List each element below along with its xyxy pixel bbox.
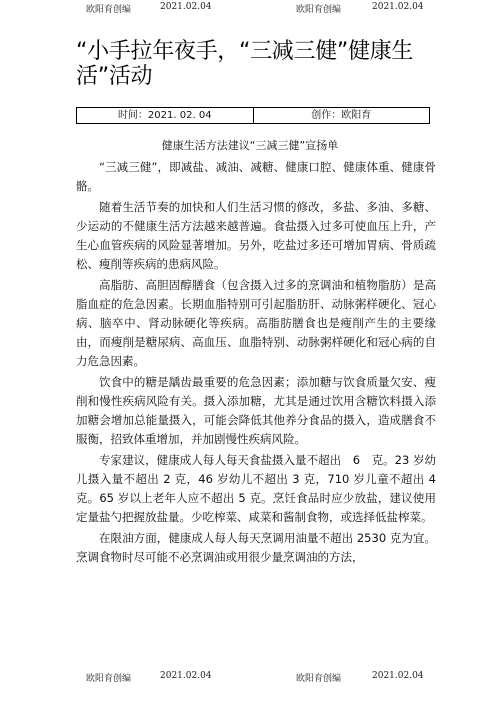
paragraph: 随着生活节奏的加快和人们生活习惯的修改，多盐、多油、多糖、少运动的不健康生活方法越来越普遍。食盐摄入过多可使血压上升，产生心血管疾病的风险显著增加。另外，吃盐过多还可增加胃病、骨质疏松、瘦削等疾病的患病风险。 xyxy=(76,200,436,271)
paragraph: 高脂肪、高胆固醇膳食（包含摄入过多的烹调油和植物脂肪）是高脂血症的危急因素。长期血脂特别可引起脂肪肝、动脉粥样硬化、冠心病、脑卒中、肾动脉硬化等疾病。高脂肪膳食也是瘦削产生的主要缘由，而瘦削是糖尿病、高血压、血脂特别、动脉粥样硬化和冠心病的自力危急因素。 xyxy=(76,278,436,368)
paragraph: 专家建议，健康成人每人每天食盐摄入量不超出 6 克。23 岁幼儿摄入量不超出 2 克，46 岁幼儿不超出 3 克，710 岁儿童不超出 4 克。65 岁以上老年人应不超出 5 克。烹饪食品时应少放盐，建议使用定量盐勺把握放盐量。少吃榨菜、咸菜和酱制食物，或选择低盐榨菜。 xyxy=(76,453,436,524)
header-date-left: 2021.02.04 xyxy=(160,2,212,12)
section-heading: 健康生活方法建议“三减三健”宣扬单 xyxy=(161,139,339,152)
footer-author-right: 欧阳育创编 xyxy=(296,674,342,684)
meta-table xyxy=(76,107,430,124)
meta-author: 创作：欧阳育 xyxy=(253,108,430,123)
footer-date-left: 2021.02.04 xyxy=(160,671,212,681)
paragraph: “三减三健”，即减盐、减油、减糖、健康口腔、健康体重、健康骨骼。 xyxy=(76,160,436,193)
footer-author-left: 欧阳育创编 xyxy=(86,674,132,684)
paragraph: 在限油方面，健康成人每人每天烹调用油量不超出 2530 克为宜。烹调食物时尽可能不必烹调油或用很少量烹调油的方法， xyxy=(76,531,436,564)
body-text xyxy=(76,158,436,569)
footer-date-right: 2021.02.04 xyxy=(372,671,424,681)
header-author-right: 欧阳育创编 xyxy=(296,5,342,15)
header-date-right: 2021.02.04 xyxy=(372,2,424,12)
header-author-left: 欧阳育创编 xyxy=(86,5,132,15)
document-title: “小手拉年夜手，“三减三健”健康生活”活动 xyxy=(76,38,414,89)
meta-time: 时间：2021. 02. 04 xyxy=(117,110,212,121)
paragraph: 饮食中的糖是龋齿最重要的危急因素；添加糖与饮食质量欠安、瘦削和慢性疾病风险有关。摄入添加糖，尤其是通过饮用含糖饮料摄入添加糖会增加总能量摄入，可能会降低其他养分食品的摄入，造成膳食不服衡，招致体重增加，并加剧慢性疾病风险。 xyxy=(76,375,436,446)
